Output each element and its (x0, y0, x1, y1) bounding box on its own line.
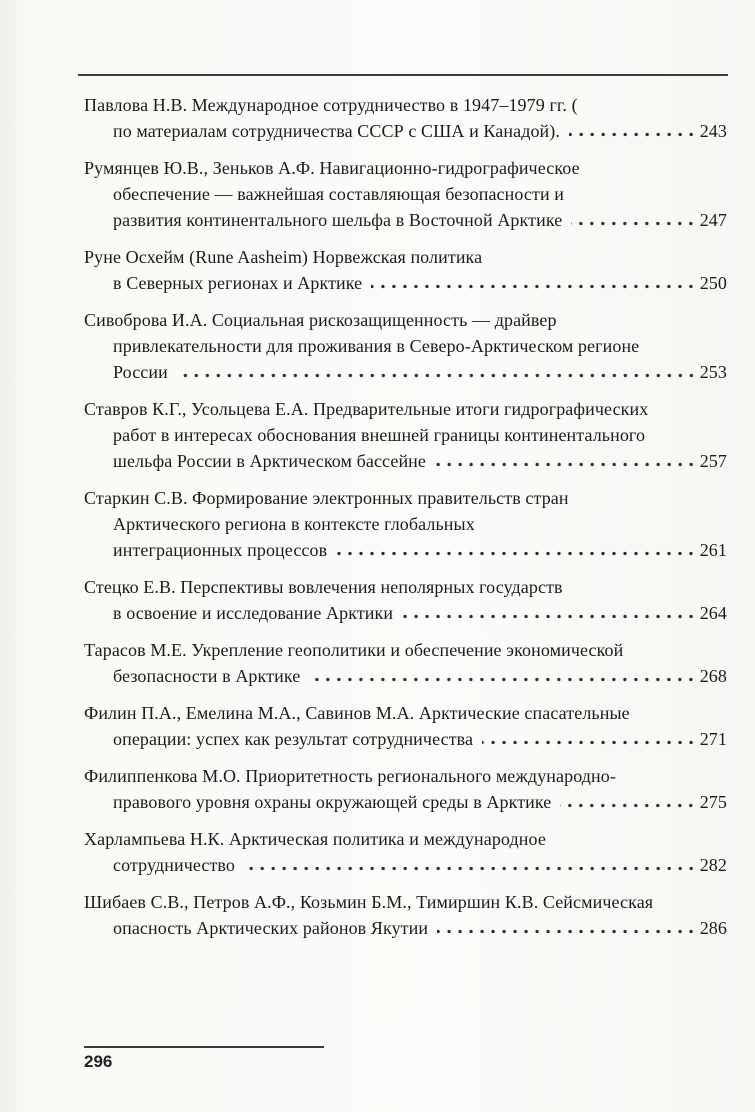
dot-leader (336, 548, 696, 559)
toc-entry-line (84, 92, 727, 118)
toc-entry (84, 700, 727, 752)
toc-entry-line (84, 915, 727, 941)
toc-entry-text: Руне Осхейм (Rune Aasheim) Норвежская политика (84, 247, 483, 267)
toc-page-number: 286 (699, 918, 727, 938)
toc-entry-text: Ставров К.Г., Усольцева Е.А. Предварительные итоги гидрографических (84, 399, 649, 419)
toc-entry-line (84, 270, 727, 296)
toc-entry-line (84, 826, 727, 852)
toc-entry-line (84, 396, 727, 422)
toc-entry-line (84, 789, 727, 815)
dot-leader (402, 611, 697, 622)
toc-entry-text: работ в интересах обоснования внешней границы континентального (113, 425, 646, 445)
toc-entry-text: Арктического региона в контексте глобальных (113, 514, 475, 534)
toc-entry (84, 637, 727, 689)
toc-page-number: 282 (699, 855, 727, 875)
toc-entry-line (84, 422, 727, 448)
dot-leader (309, 674, 696, 685)
toc-page-number: 243 (699, 121, 727, 141)
dot-leader (569, 129, 697, 140)
toc-entry-line (84, 700, 727, 726)
toc-entry-line (84, 574, 727, 600)
toc-entry-text: Филиппенкова М.О. Приоритетность регионального международно- (84, 766, 616, 786)
toc-entry-text: Старкин С.В. Формирование электронных правительств стран (84, 488, 569, 508)
toc-entry-text: правового уровня охраны окружающей среды в Арктике (113, 792, 552, 812)
toc-entry-text: шельфа России в Арктическом бассейне (113, 451, 427, 471)
toc-entry (84, 155, 727, 233)
dot-leader (244, 863, 697, 874)
toc-entry-text: безопасности в Арктике (113, 666, 301, 686)
toc-entry (84, 574, 727, 626)
toc-entry-text: операции: успех как результат сотрудничества (113, 729, 474, 749)
toc-entry-line (84, 485, 727, 511)
toc-entry-text: Павлова Н.В. Международное сотрудничество в 1947–1979 гг. ( (84, 95, 578, 115)
toc-list (84, 92, 727, 952)
toc-entry-text: развития континентального шельфа в Восточной Арктике (113, 210, 563, 230)
toc-entry (84, 763, 727, 815)
header-rule (78, 74, 728, 76)
toc-page-number: 250 (699, 273, 727, 293)
toc-entry-line (84, 155, 727, 181)
dot-leader (435, 459, 697, 470)
toc-entry-text: по материалам сотрудничества СССР с США и Канадой). (113, 121, 560, 141)
toc-entry-text: Тарасов М.Е. Укрепление геополитики и обеспечение экономической (84, 640, 624, 660)
dot-leader (560, 800, 696, 811)
toc-page-number: 247 (699, 210, 727, 230)
toc-page-number: 264 (699, 603, 727, 623)
toc-entry-line (84, 118, 727, 144)
toc-entry-line (84, 448, 727, 474)
toc-entry-line (84, 537, 727, 563)
toc-entry-text: Харлампьева Н.К. Арктическая политика и международное (84, 829, 546, 849)
toc-entry-line (84, 207, 727, 233)
page-number: 296 (84, 1052, 113, 1071)
toc-entry (84, 889, 727, 941)
toc-entry-text: в освоение и исследование Арктики (113, 603, 394, 623)
toc-entry-text: России (113, 362, 168, 382)
dot-leader (437, 926, 697, 937)
toc-entry-line (84, 511, 727, 537)
toc-entry-line (84, 333, 727, 359)
toc-entry (84, 396, 727, 474)
toc-entry-text: опасность Арктических районов Якутии (113, 918, 429, 938)
toc-entry-text: сотрудничество (113, 855, 236, 875)
toc-entry-text: в Северных регионах и Арктике (113, 273, 363, 293)
toc-entry-line (84, 852, 727, 878)
toc-page-number: 253 (699, 362, 727, 382)
toc-entry-line (84, 181, 727, 207)
toc-entry-text: Филин П.А., Емелина М.А., Савинов М.А. Арктические спасательные (84, 703, 630, 723)
toc-entry-line (84, 726, 727, 752)
toc-page-number: 268 (699, 666, 727, 686)
dot-leader (371, 281, 696, 292)
toc-entry (84, 92, 727, 144)
dot-leader (482, 737, 697, 748)
toc-entry-text: Румянцев Ю.В., Зеньков А.Ф. Навигационно-гидрографическое (84, 158, 580, 178)
toc-entry-text: обеспечение — важнейшая составляющая безопасности и (113, 184, 565, 204)
toc-entry-text: Шибаев С.В., Петров А.Ф., Козьмин Б.М., Тимиршин К.В. Сейсмическая (84, 892, 654, 912)
toc-entry-line (84, 600, 727, 626)
toc-entry-line (84, 307, 727, 333)
toc-page-number: 261 (699, 540, 727, 560)
dot-leader (571, 218, 696, 229)
toc-entry-line (84, 637, 727, 663)
toc-page-number: 275 (699, 792, 727, 812)
toc-entry (84, 244, 727, 296)
toc-entry-text: Сивоброва И.А. Социальная рискозащищенность — драйвер (84, 310, 557, 330)
toc-entry-line (84, 889, 727, 915)
toc-entry-line (84, 763, 727, 789)
toc-entry-line (84, 244, 727, 270)
toc-entry (84, 826, 727, 878)
toc-entry-text: Стецко Е.В. Перспективы вовлечения неполярных государств (84, 577, 563, 597)
dot-leader (177, 370, 697, 381)
toc-entry (84, 485, 727, 563)
toc-entry-line (84, 359, 727, 385)
toc-page-number: 257 (699, 451, 727, 471)
toc-entry-line (84, 663, 727, 689)
toc-entry (84, 307, 727, 385)
footer-rule (84, 1046, 324, 1048)
toc-page-number: 271 (699, 729, 727, 749)
toc-entry-text: привлекательности для проживания в Северо-Арктическом регионе (113, 336, 640, 356)
toc-entry-text: интеграционных процессов (113, 540, 328, 560)
